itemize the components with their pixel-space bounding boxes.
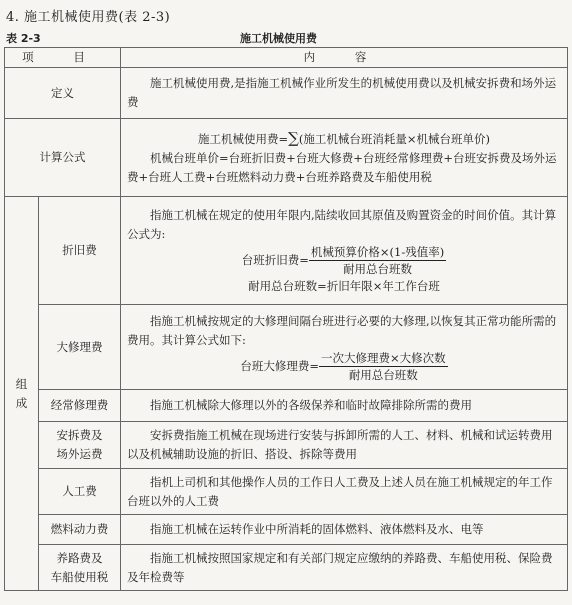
table-number: 表 2-3 xyxy=(6,32,41,45)
header-content: 内 容 xyxy=(121,48,568,68)
labor-label: 人工费 xyxy=(39,469,121,515)
row-road-tax xyxy=(5,545,568,591)
installation-text: 安拆费指施工机械在现场进行安装与拆卸所需的人工、材料、机械和试运转费用以及机械辅助设施的折旧、搭设、拆除等费用 xyxy=(121,422,568,469)
routine-repair-text: 指施工机械除大修理以外的各级保养和临时故障排除所需的费用 xyxy=(121,390,568,422)
sum-symbol: ∑ xyxy=(288,128,299,147)
routine-repair-label: 经常修理费 xyxy=(39,390,121,422)
fuel-text: 指施工机械在运转作业中所消耗的固体燃料、液体燃料及水、电等 xyxy=(121,515,568,545)
overhaul-label: 大修理费 xyxy=(39,305,121,390)
formula-line-1: 施工机械使用费=∑(施工机械台班消耗量×机械台班单价) xyxy=(198,128,490,147)
labor-text: 指机上司机和其他操作人员的工作日人工费及上述人员在施工机械规定的年工作台班以外的人工费 xyxy=(121,469,568,515)
table-header-row xyxy=(5,48,568,68)
overhaul-content xyxy=(121,305,568,390)
table-title: 施工机械使用费 xyxy=(240,32,317,45)
depreciation-formula: 台班折旧费= $\frac{\text{机械预算价格×(1-残值率)}}{\text{耐用总台班数}}$ xyxy=(241,244,445,276)
row-routine-repair xyxy=(5,390,568,422)
depreciation-label: 折旧费 xyxy=(39,197,121,305)
row-depreciation xyxy=(5,197,568,305)
overhaul-formula: 台班大修理费= $\frac{\text{一次大修理费×大修次数}}{\text{耐用总台班数}}$ xyxy=(240,350,446,382)
overhaul-text: 指施工机械按规定的大修理间隔台班进行必要的大修理,以恢复其正常功能所需的费用。其计算公式如下: xyxy=(127,313,557,347)
section-heading: 4. 施工机械使用费(表 2-3) xyxy=(6,10,171,25)
formula-label: 计算公式 xyxy=(5,119,121,197)
road-tax-text: 指施工机械按照国家规定和有关部门规定应缴纳的养路费、车船使用税、保险费及年检费等 xyxy=(121,545,568,591)
row-formula xyxy=(5,119,568,197)
depreciation-formula-2: 耐用总台班数=折旧年限×年工作台班 xyxy=(248,278,440,293)
machinery-cost-table xyxy=(4,47,568,591)
definition-label: 定义 xyxy=(5,68,121,119)
definition-text: 施工机械使用费,是指施工机械作业所发生的机械使用费以及机械安拆费和场外运费 xyxy=(121,68,568,119)
header-item: 项 目 xyxy=(5,48,121,68)
formula-line-2: 机械台班单价=台班折旧费+台班大修费+台班经常修理费+台班安拆费及场外运费+台班人工费+台班燃料动力费+台班养路费及车船使用税 xyxy=(127,150,557,184)
row-installation xyxy=(5,422,568,469)
row-labor xyxy=(5,469,568,515)
installation-label: 安拆费及 场外运费 xyxy=(39,422,121,469)
row-fuel xyxy=(5,515,568,545)
fuel-label: 燃料动力费 xyxy=(39,515,121,545)
depreciation-content xyxy=(121,197,568,305)
formula-content xyxy=(121,119,568,197)
row-overhaul xyxy=(5,305,568,390)
overhaul-fraction: $\frac{\text{一次大修理费×大修次数}}{\text{耐用总台班数}}$ xyxy=(321,350,446,382)
depreciation-fraction: $\frac{\text{机械预算价格×(1-残值率)}}{\text{耐用总台班数}}$ xyxy=(310,244,445,276)
group-label: 组成 xyxy=(5,197,39,591)
depreciation-text: 指施工机械在规定的使用年限内,陆续收回其原值及购置资金的时间价值。其计算公式为: xyxy=(127,207,557,241)
road-tax-label: 养路费及 车船使用税 xyxy=(39,545,121,591)
row-definition xyxy=(5,68,568,119)
